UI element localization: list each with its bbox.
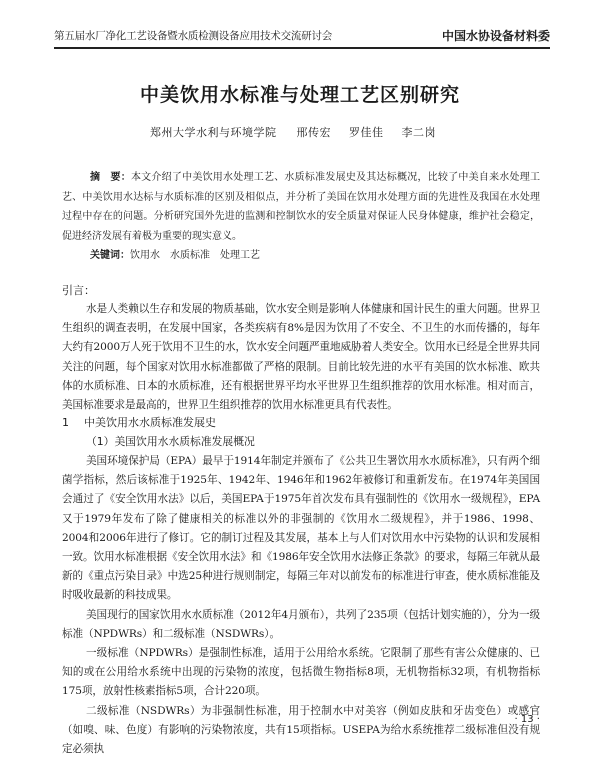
intro-paragraph: 水是人类赖以生存和发展的物质基础，饮水安全则是影响人体健康和国计民生的重大问题。世界卫生组织的调查表明，在发展中国家，各类疾病有8%是因为饮用了不安全、不卫生的水而传播的，每年大约有2000万人死于饮用不卫生的水，饮水安全问题严重地威胁着人类安全。饮用水已经是全世界共同关注的问题，每个国家对饮用水标准都做了严格的限制。目前比较先进的水平有美国的饮水标准、欧共体的水质标准、日本的水质标准，还有根据世界平均水平世界卫生组织推荐的饮用水标准。相对而言，美国标准要求是最高的，世界卫生组织推荐的饮用水标准更具有代表性。 [62,303,540,412]
intro-body [62,300,540,415]
body-paragraph: 二级标准（NSDWRs）为非强制性标准，用于控制水中对美容（例如皮肤和牙齿变色）或感官（如嗅、味、色度）有影响的污染物浓度，共有15项指标。USEPA为给水系统推荐二级标准但没有规定必须执 [62,704,540,756]
abstract-text: 本文介绍了中美饮用水处理工艺、水质标准发展史及其达标概况，比较了中美自来水处理工艺、中美饮用水达标与水质标准的区别及相似点，并分析了美国在饮用水处理方面的先进性及我国在水处理过程中存在的问题。分析研究国外先进的监测和控制饮水的安全质量对保证人民身体健康，维护社会稳定，促进经济发展有着极为重要的现实意义。 [62,172,541,242]
abstract-label: 摘 要： [90,172,131,183]
running-header [54,26,550,48]
section-title: 中美饮用水水质标准发展史 [84,416,216,429]
body-paragraph: 一级标准（NPDWRs）是强制性标准，适用于公用给水系统。它限制了那些有害公众健康的、已知的或在公用给水系统中出现的污染物的浓度，包括微生物指标8项，无机物指标32项，有机物指标175项，放射性核素指标5项，合计220项。 [62,647,540,698]
conference-header: 第五届水厂净化工艺设备暨水质检测设备应用技术交流研讨会 [54,30,333,42]
body-paragraph: 美国环境保护局（EPA）最早于1914年制定并颁布了《公共卫生署饮用水水质标准》，只有两个细菌学指标，然后该标准于1925年、1942年、1946年和1962年被修订和重新发布。在1974年美国国会通过了《安全饮用水法》以后，美国EPA于1975年首次发布具有强制性的《饮用水一级规程》，EPA又于1979年发布了除了健康相关的标准以外的非强制的《饮用水二级规程》，并于1986、1998、2004和2006年进行了修订。它的制订过程及其发展，基本上与人们对饮用水中污染物的认识和发展相一致。饮用水标准根据《安全饮用水法》和《1986年安全饮用水法修正条款》的要求，每隔三年就从最新的《重点污染目录》中选25种进行规则制定，每隔三年对以前发布的标准进行审查，使水质标准能及时吸收最新的科技成果。 [62,455,540,602]
author-name: 李二岗 [401,126,436,139]
intro-heading: 引言： [62,284,95,297]
section-body [62,452,540,759]
author-line [0,124,600,140]
page-number: · 13 · [514,714,540,725]
keywords-label: 关键词： [90,250,130,261]
author-name: 罗佳佳 [349,126,384,139]
body-paragraph: 美国现行的国家饮用水水质标准（2012年4月颁布），共列了235项（包括计划实施的），分为一级标准（NPDWRs）和二级标准（NSDWRs）。 [62,608,540,640]
section-number: 1 [62,416,69,429]
section-heading [62,414,216,430]
subsection-heading: （1）美国饮用水水质标准发展概况 [86,435,255,448]
abstract [62,168,540,246]
keywords-text: 饮用水 水质标准 处理工艺 [130,250,260,261]
header-rule [54,47,550,49]
publisher-header: 中国水协设备材料委 [441,29,550,43]
paper-title: 中美饮用水标准与处理工艺区别研究 [139,84,460,106]
affiliation: 郑州大学水利与环境学院 [150,126,277,139]
keywords [90,246,540,261]
author-name: 邢传宏 [296,126,331,139]
